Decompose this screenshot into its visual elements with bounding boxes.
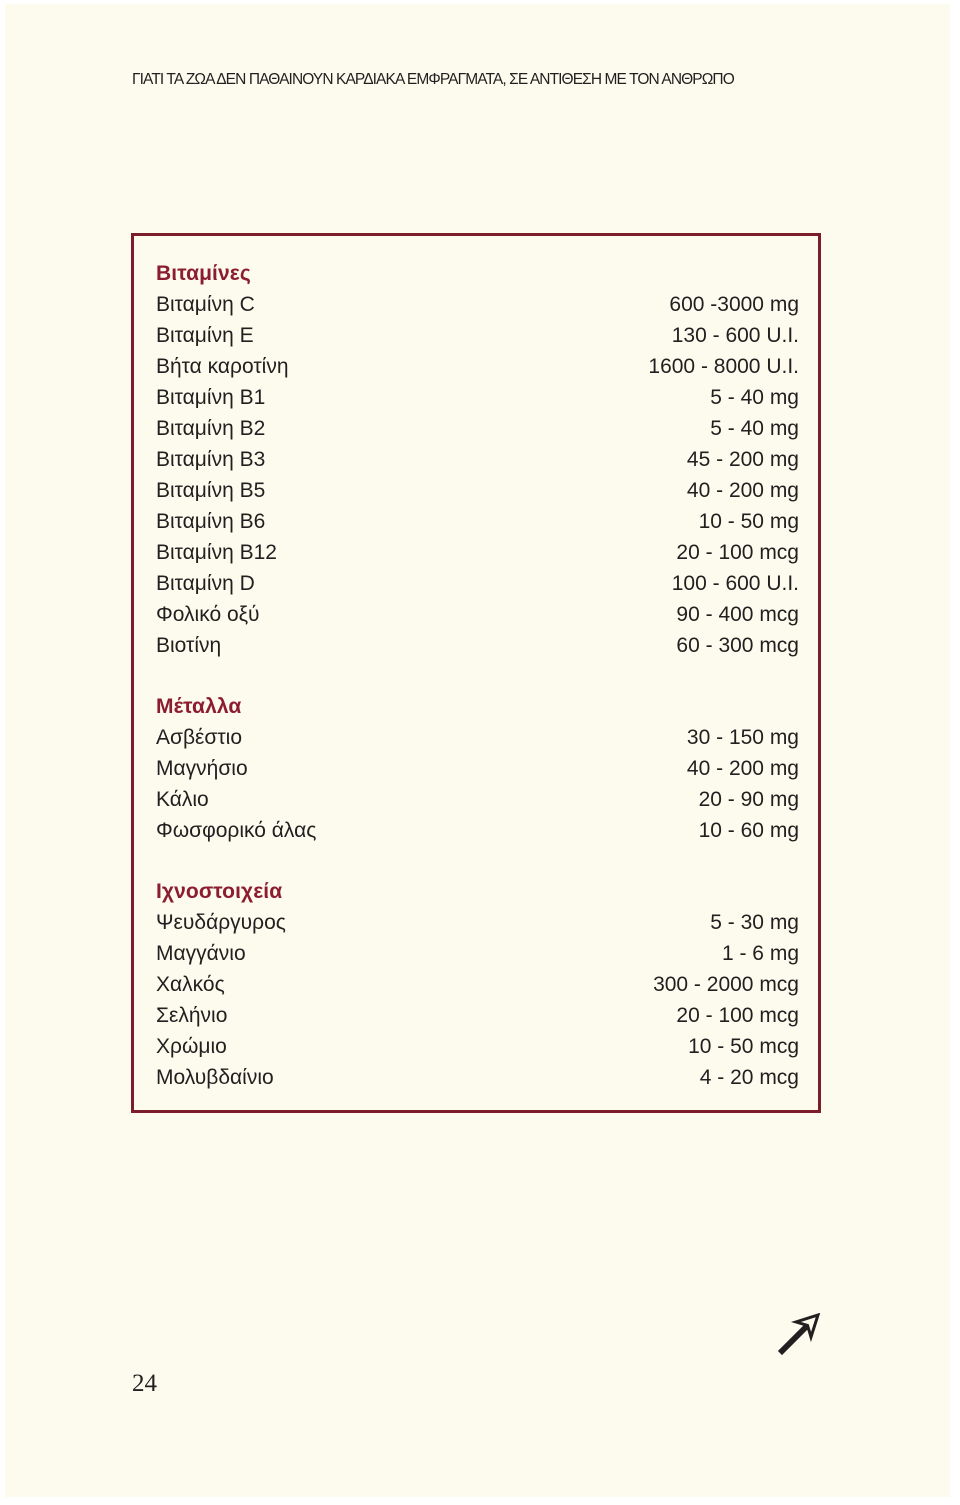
table-row bbox=[156, 382, 799, 413]
table-row bbox=[156, 1000, 799, 1031]
nutrient-name: Μαγνήσιο bbox=[156, 757, 248, 780]
section-title: Μέταλλα bbox=[156, 695, 242, 718]
nutrient-name: Μολυβδαίνιο bbox=[156, 1066, 274, 1089]
page-number: 24 bbox=[132, 1370, 157, 1397]
nutrient-name: Βήτα καροτίνη bbox=[156, 355, 289, 378]
nutrient-name: Βιοτίνη bbox=[156, 634, 222, 657]
dosage-range: 5 - 30 mg bbox=[710, 911, 799, 934]
nutrient-name: Βιταμίνη E bbox=[156, 324, 254, 347]
nutrient-name: Βιταμίνη B12 bbox=[156, 541, 277, 564]
dosage-range: 20 - 100 mcg bbox=[676, 541, 799, 564]
nutrient-name: Χρώμιο bbox=[156, 1035, 227, 1058]
nutrient-name: Βιταμίνη B6 bbox=[156, 510, 266, 533]
table-row bbox=[156, 969, 799, 1000]
dosage-range: 300 - 2000 mcg bbox=[653, 973, 799, 996]
dosage-range: 45 - 200 mg bbox=[686, 448, 799, 471]
nutrient-name: Φολικό οξύ bbox=[156, 603, 260, 626]
dosage-range: 1 - 6 mg bbox=[721, 942, 799, 965]
table-row bbox=[156, 784, 799, 815]
vitamins-section bbox=[156, 258, 799, 661]
table-row bbox=[156, 537, 799, 568]
dosage-range: 20 - 90 mg bbox=[698, 788, 799, 811]
dosage-range: 30 - 150 mg bbox=[686, 726, 799, 749]
dosage-range: 130 - 600 U.I. bbox=[671, 324, 799, 347]
dosage-range: 5 - 40 mg bbox=[710, 386, 799, 409]
nutrient-name: Ψευδάργυρος bbox=[156, 911, 286, 934]
table-row bbox=[156, 753, 799, 784]
dosage-range: 60 - 300 mcg bbox=[676, 634, 799, 657]
table-row bbox=[156, 289, 799, 320]
dosage-range: 40 - 200 mg bbox=[686, 479, 799, 502]
dosage-range: 90 - 400 mcg bbox=[676, 603, 799, 626]
dosage-range: 100 - 600 U.I. bbox=[671, 572, 799, 595]
nutrient-name: Βιταμίνη B2 bbox=[156, 417, 266, 440]
section-title: Βιταμίνες bbox=[156, 262, 251, 285]
table-row bbox=[156, 815, 799, 846]
nutrient-name: Βιταμίνη B1 bbox=[156, 386, 266, 409]
dosage-range: 600 -3000 mg bbox=[669, 293, 799, 316]
trace-elements-section bbox=[156, 876, 799, 1093]
minerals-section bbox=[156, 691, 799, 846]
table-row bbox=[156, 722, 799, 753]
table-row bbox=[156, 475, 799, 506]
dosage-range: 20 - 100 mcg bbox=[676, 1004, 799, 1027]
table-row bbox=[156, 599, 799, 630]
nutrient-name: Χαλκός bbox=[156, 973, 225, 996]
table-row bbox=[156, 907, 799, 938]
dosage-range: 10 - 50 mcg bbox=[688, 1035, 799, 1058]
table-row bbox=[156, 938, 799, 969]
nutrient-name: Σελήνιο bbox=[156, 1004, 228, 1027]
nutrient-name: Βιταμίνη B3 bbox=[156, 448, 266, 471]
table-row bbox=[156, 1031, 799, 1062]
table-row bbox=[156, 444, 799, 475]
nutrient-name: Μαγγάνιο bbox=[156, 942, 246, 965]
table-row bbox=[156, 351, 799, 382]
dosage-range: 4 - 20 mcg bbox=[699, 1066, 799, 1089]
running-header: ΓΙΑΤΙ ΤΑ ΖΩΑ ΔΕΝ ΠΑΘΑΙΝΟΥΝ ΚΑΡΔΙΑΚΑ ΕΜΦΡΑΓΜΑΤΑ, ΣΕ ΑΝΤΙΘΕΣΗ ΜΕ ΤΟΝ ΑΝΘΡΩΠΟ bbox=[132, 71, 734, 88]
dosage-range: 10 - 50 mg bbox=[698, 510, 799, 533]
table-row bbox=[156, 506, 799, 537]
dosage-range: 10 - 60 mg bbox=[698, 819, 799, 842]
nutrient-name: Βιταμίνη B5 bbox=[156, 479, 266, 502]
nutrient-name: Βιταμίνη C bbox=[156, 293, 255, 316]
dosage-range: 5 - 40 mg bbox=[710, 417, 799, 440]
table-row bbox=[156, 630, 799, 661]
nutrient-name: Φωσφορικό άλας bbox=[156, 819, 317, 842]
diagonal-arrow-icon[interactable] bbox=[778, 1313, 820, 1355]
nutrient-name: Βιταμίνη D bbox=[156, 572, 255, 595]
table-row bbox=[156, 568, 799, 599]
nutrient-name: Κάλιο bbox=[156, 788, 209, 811]
table-row bbox=[156, 320, 799, 351]
nutrient-name: Ασβέστιο bbox=[156, 726, 243, 749]
table-row bbox=[156, 1062, 799, 1093]
dosage-range: 40 - 200 mg bbox=[686, 757, 799, 780]
dosage-range: 1600 - 8000 U.I. bbox=[648, 355, 799, 378]
table-row bbox=[156, 413, 799, 444]
section-title: Ιχνοστοιχεία bbox=[156, 880, 283, 903]
